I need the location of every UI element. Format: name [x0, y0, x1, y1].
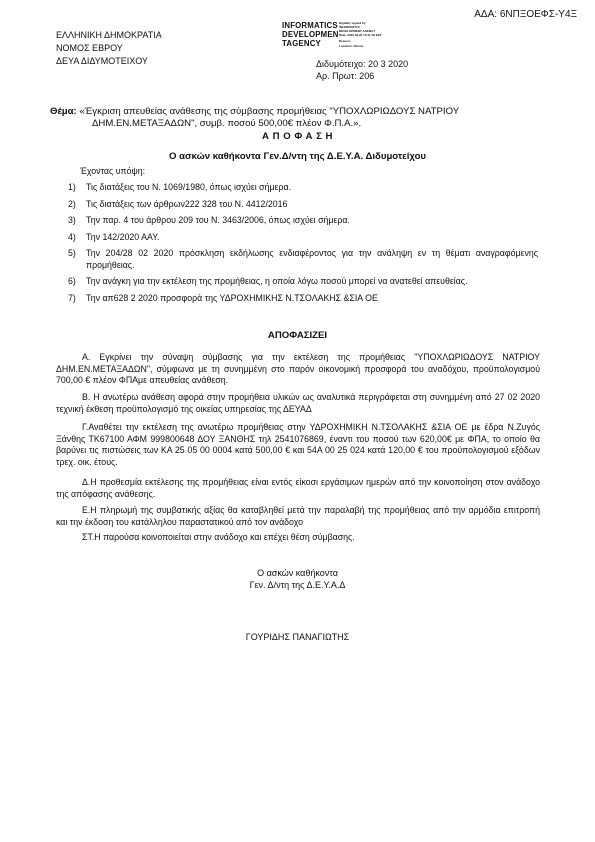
subject-label: Θέμα:	[50, 106, 77, 117]
paragraph-f: ΣΤ.Η παρούσα κοινοποιείται στην ανάδοχο και επέχει θέση σύμβασης.	[82, 532, 355, 542]
paragraph-b: Β. Η ανωτέρω ανάθεση αφορά στην προμήθεια υλικών ως αναλυτικά περιγράφεται στη συνημμένη από 27 02 2020 τεχνική έκθεση προϋπολογισμό της οικείας υπηρεσίας της ΔΕΥΑΔ	[56, 392, 540, 414]
ada-code: ΑΔΑ: 6ΝΠΞΟΕΦΣ-Υ4Ξ	[474, 9, 577, 20]
date-line: Διδυμότειχο: 20 3 2020	[316, 59, 409, 69]
stamp-line: INFORMATICS	[282, 21, 338, 30]
date-block	[316, 58, 408, 82]
header-line: ΕΛΛΗΝΙΚΗ ΔΗΜΟΚΡΑΤΙΑ	[56, 30, 162, 40]
paragraph-c: Γ.Αναθέτει την εκτέλεση της ανωτέρω προμήθειας στην ΥΔΡΟΧΗΜΙΚΗ Ν.ΤΣΟΛΑΚΗΣ &ΣΙΑ ΟΕ με έδρα Ν.Ζυγός Ξάνθης ΤΚ67100 ΑΦΜ 999800648 ΔΟΥ ΞΑΝΘΗΣ τηλ 2541076869, έναντι του ποσού των 620,00€ με ΦΠΑ, το οποίο θα βαρύνει τις πιστώσεις των ΚΑ 25 05 00 0004 κατά 500,00 € και 54Α 00 25 024 κατά 120,00 € του προϋπολογισμού εξόδων τρεχ. οικ. έτους.	[56, 422, 540, 467]
paragraph-a: Α. Εγκρίνει την σύναψη σύμβασης για την εκτέλεση της προμήθειας "ΥΠΟΧΛΩΡΙΩΔΟΥΣ ΝΑΤΡΙΟΥ ΔΗΜ.ΕΝ.ΜΕΤΑΞΑΔΩΝ", σύμφωνα με τη συνημμένη στο παρόν οικονομική προσφορά του αναδόχου, προϋπολογισμού 700,00 € πλέον ΦΠΑμε απευθείας ανάθεση.	[56, 352, 540, 385]
signature-block	[0, 567, 595, 591]
stamp-small: Reason:	[339, 39, 351, 43]
signature-title: Ο ασκών καθήκοντα	[257, 568, 338, 578]
paragraph-d: Δ.Η προθεσμία εκτέλεσης της προμήθειας είναι εντός είκοσι εργάσιμων ημερών από την κοινοποίηση στον ανάδοχο της απόφασης ανάθεσης.	[56, 477, 540, 499]
protocol-number: Αρ. Πρωτ: 206	[316, 71, 375, 81]
stamp-line: DEVELOPMEN	[282, 30, 339, 39]
list-item: 5) Την 204/28 02 2020 πρόσκληση εκδήλωσης ενδιαφέροντος για την ανάληψη εν τη θέματι αναγραφόμενης προμήθειας.	[68, 248, 538, 270]
list-item: 6) Την ανάγκη για την εκτέλεση της προμήθειας, η οποία λόγω ποσού μπορεί να ανατεθεί απευθείας.	[68, 276, 468, 286]
decision-title: Α Π Ο Φ Α Σ Η	[262, 131, 333, 142]
list-item: 3) Την παρ. 4 του άρθρου 209 του Ν. 3463/2006, όπως ισχύει σήμερα.	[68, 215, 350, 225]
signatory-name: ΓΟΥΡΙΔΗΣ ΠΑΝΑΓΙΩΤΗΣ	[245, 632, 350, 642]
header-left	[56, 29, 162, 68]
having-in-mind: Έχοντας υπόψη:	[80, 166, 146, 176]
signature-role: Γεν. Δ/ντη της Δ.Ε.Υ.Α.Δ	[249, 580, 346, 590]
list-item: 7) Την απ628 2 2020 προσφορά της ΥΔΡΟΧΗΜΙΚΗΣ Ν.ΤΣΟΛΑΚΗΣ &ΣΙΑ ΟΕ	[68, 292, 378, 303]
stamp-small: DEVELOPMENT AGENCY	[339, 29, 376, 33]
authority-heading: Ο ασκών καθήκοντα Γεν.Δ/ντη της Δ.Ε.Υ.Α. Διδυμοτείχου	[168, 151, 427, 162]
stamp-line: TAGENCY	[282, 39, 321, 48]
paragraph-e: Ε.Η πληρωμή της συμβατικής αξίας θα καταβληθεί μετά την παραλαβή της προμήθειας από την αρμόδια επιτροπή και την έκδοση του κατάλληλου παραστατικού από τον ανάδοχο	[56, 505, 540, 527]
stamp-small: Location: Athens	[339, 44, 364, 48]
header-line: ΔΕΥΑ ΔΙΔΥΜΟΤΕΙΧΟΥ	[56, 56, 148, 66]
stamp-small: INFORMATICS	[339, 25, 360, 29]
list-item: 4) Την 142/2020 ΑΑΥ.	[68, 231, 160, 242]
list-item: 2) Τις διατάξεις των άρθρων222 328 του Ν. 4412/2016	[68, 198, 288, 209]
header-line: ΝΟΜΟΣ ΕΒΡΟΥ	[56, 43, 123, 53]
subject-text-1: «Έγκριση απευθείας ανάθεσης της σύμβασης προμήθειας "ΥΠΟΧΛΩΡΙΩΔΟΥΣ ΝΑΤΡΙΟΥ	[79, 106, 460, 117]
considerations-list	[68, 182, 538, 309]
stamp-small: Digitally signed by	[339, 21, 366, 25]
list-item: 1) Τις διατάξεις του Ν. 1069/1980, όπως ισχύει σήμερα.	[68, 182, 292, 192]
decides-title: ΑΠΟΦΑΣΙΖΕΙ	[267, 330, 328, 341]
stamp-small: Date: 2020.03.20 13:11:46 EET	[339, 33, 382, 37]
subject-block	[50, 106, 560, 129]
subject-text-2: ΔΗΜ.ΕΝ.ΜΕΤΑΞΑΔΩΝ", συμβ. ποσού 500,00€ πλέον Φ.Π.Α.».	[92, 117, 362, 129]
digital-signature-stamp	[282, 21, 382, 51]
